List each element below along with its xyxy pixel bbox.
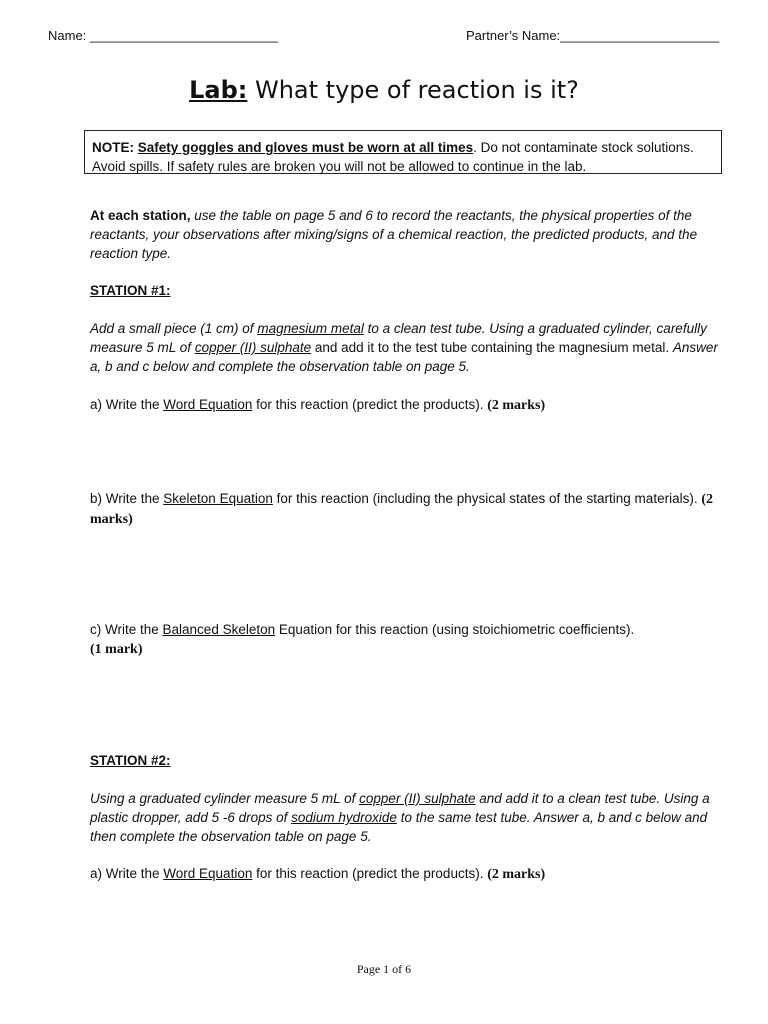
station2-question-a [90, 864, 730, 884]
note-safety-text: Safety goggles and gloves must be worn at all times [137, 140, 474, 155]
s1-qc-post: Equation for this reaction (using stoichiometric coefficients). [275, 622, 635, 637]
station1-heading: STATION #1: [90, 283, 171, 298]
intro-lead: At each station, [90, 208, 191, 223]
s1-qa-word-equation: Word Equation [163, 397, 253, 412]
s1-qb-pre: b) Write the [90, 491, 164, 506]
s1-qb-skeleton-equation: Skeleton Equation [163, 491, 273, 506]
s2-qa-marks: (2 marks) [487, 867, 546, 882]
s1-text-3: and add it to the test tube containing the magnesium metal. [311, 340, 673, 355]
s2-text-2: and add it to a clean test tube. Using a plastic dropper, add 5 -6 drops of [90, 791, 710, 825]
s1-qa-pre: a) Write the [90, 397, 164, 412]
station1-instructions [90, 319, 730, 376]
s1-copper-sulphate: copper (II) sulphate [194, 340, 312, 355]
page-title [0, 76, 768, 104]
s2-text-3: to the same test tube. Answer a, b and c below and then complete the observation table on page 5. [90, 810, 708, 844]
s1-qc-pre: c) Write the [90, 622, 163, 637]
partner-name-field-label: Partner’s Name:______________________ [466, 28, 720, 43]
s2-text-1: Using a graduated cylinder measure 5 mL of [90, 791, 360, 806]
intro-text: use the table on page 5 and 6 to record the reactants, the physical properties of the reactants, your observations after mixing/signs of a chemical reaction, the predicted products, and the reaction type. [90, 208, 698, 261]
station2-instructions [90, 789, 730, 846]
s1-magnesium: magnesium metal [257, 321, 364, 336]
station1-question-b [90, 489, 730, 529]
s2-sodium-hydroxide: sodium hydroxide [291, 810, 397, 825]
intro-paragraph [90, 206, 730, 263]
s1-qa-post: for this reaction (predict the products). [252, 397, 488, 412]
safety-note-box [84, 130, 722, 174]
s2-qa-post: for this reaction (predict the products). [252, 866, 488, 881]
s1-text-4: Answer a, b and c below and complete the observation table on page 5. [90, 340, 718, 374]
s1-qc-marks: (1 mark) [90, 642, 143, 657]
s1-qa-marks: (2 marks) [487, 398, 546, 413]
note-rest-text: . Do not contaminate stock solutions. Avoid spills. If safety rules are broken you will not be allowed to continue in the lab. [92, 140, 694, 174]
s2-copper-sulphate: copper (II) sulphate [359, 791, 476, 806]
note-label: NOTE: [92, 140, 134, 155]
s1-qb-marks: (2 marks) [90, 492, 713, 527]
name-field-label: Name: __________________________ [48, 28, 278, 43]
station1-question-c [90, 620, 730, 659]
title-prefix: Lab: [189, 76, 248, 104]
station2-heading: STATION #2: [90, 753, 171, 768]
page-number: Page 1 of 6 [356, 962, 412, 976]
s2-qa-word-equation: Word Equation [163, 866, 253, 881]
s2-qa-pre: a) Write the [90, 866, 164, 881]
s1-text-2: to a clean test tube. Using a graduated cylinder, carefully measure 5 mL of [90, 321, 707, 355]
s1-qb-post: for this reaction (including the physical states of the starting materials). [272, 491, 702, 506]
s1-qc-balanced-skeleton: Balanced Skeleton [162, 622, 276, 637]
station1-question-a [90, 395, 730, 415]
title-text: What type of reaction is it? [247, 76, 579, 104]
s1-text-1: Add a small piece (1 cm) of [90, 321, 258, 336]
